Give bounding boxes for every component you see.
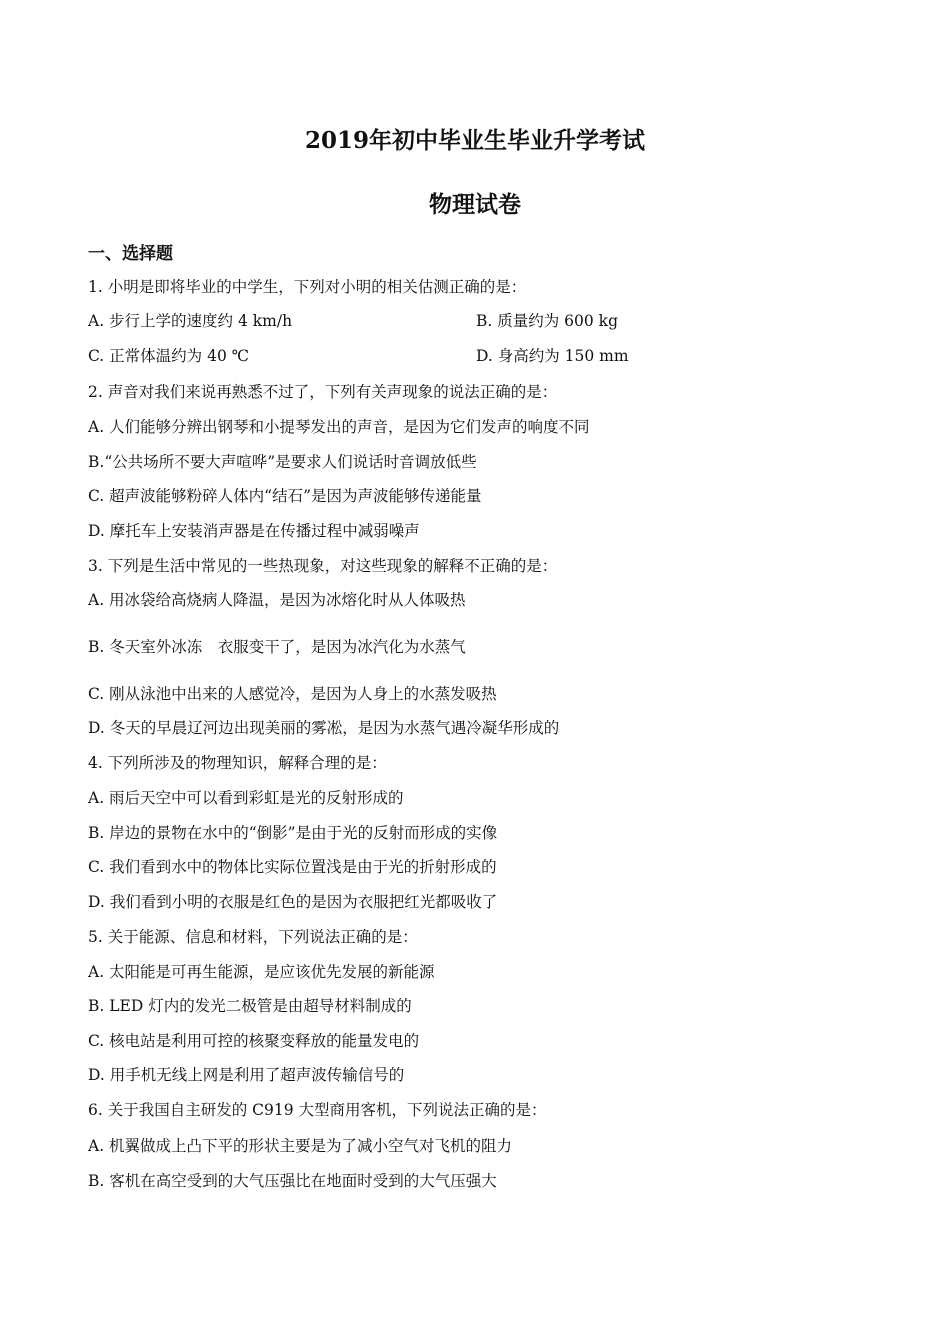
question-6-option-a: A. 机翼做成上凸下平的形状主要是为了减小空气对飞机的阻力 xyxy=(88,1137,513,1155)
question-1-option-d: D. 身高约为 150 mm xyxy=(476,347,629,365)
exam-title: 2019年初中毕业生毕业升学考试 xyxy=(304,127,645,154)
question-4-option-d: D. 我们看到小明的衣服是红色的是因为衣服把红光都吸收了 xyxy=(88,893,498,911)
question-3-option-d: D. 冬天的早晨辽河边出现美丽的雾凇，是因为水蒸气遇冷凝华形成的 xyxy=(88,719,560,737)
question-2-option-b: B.“公共场所不要大声喧哗”是要求人们说话时音调放低些 xyxy=(88,453,477,471)
section-heading: 一、选择题 xyxy=(88,244,173,264)
question-5-stem: 5. 关于能源、信息和材料，下列说法正确的是： xyxy=(88,928,418,946)
question-4-option-c: C. 我们看到水中的物体比实际位置浅是由于光的折射形成的 xyxy=(88,858,497,876)
exam-subtitle: 物理试卷 xyxy=(429,191,521,218)
question-5-option-d: D. 用手机无线上网是利用了超声波传输信号的 xyxy=(88,1066,405,1084)
question-1-stem: 1. 小明是即将毕业的中学生，下列对小明的相关估测正确的是： xyxy=(88,278,527,296)
question-5-option-b: B. LED 灯内的发光二极管是由超导材料制成的 xyxy=(88,997,412,1015)
question-3-option-a: A. 用冰袋给高烧病人降温，是因为冰熔化时从人体吸热 xyxy=(88,591,466,609)
question-4-option-a: A. 雨后天空中可以看到彩虹是光的反射形成的 xyxy=(88,789,404,807)
question-5-option-c: C. 核电站是利用可控的核聚变释放的能量发电的 xyxy=(88,1032,420,1050)
question-2-option-c: C. 超声波能够粉碎人体内“结石”是因为声波能够传递能量 xyxy=(88,487,482,505)
question-3-stem: 3. 下列是生活中常见的一些热现象，对这些现象的解释不正确的是： xyxy=(88,557,558,575)
question-4-stem: 4. 下列所涉及的物理知识，解释合理的是： xyxy=(88,754,387,772)
question-6-option-b: B. 客机在高空受到的大气压强比在地面时受到的大气压强大 xyxy=(88,1172,497,1190)
question-3-option-b: B. 冬天室外冰冻 衣服变干了，是因为冰汽化为水蒸气 xyxy=(88,638,466,656)
question-5-option-a: A. 太阳能是可再生能源，是应该优先发展的新能源 xyxy=(88,963,435,981)
question-3-option-c: C. 刚从泳池中出来的人感觉冷，是因为人身上的水蒸发吸热 xyxy=(88,685,497,703)
question-2-stem: 2. 声音对我们来说再熟悉不过了，下列有关声现象的说法正确的是： xyxy=(88,383,558,401)
question-1-option-b: B. 质量约为 600 kg xyxy=(476,312,618,330)
question-6-stem: 6. 关于我国自主研发的 C919 大型商用客机，下列说法正确的是： xyxy=(88,1101,547,1119)
question-2-option-a: A. 人们能够分辨出钢琴和小提琴发出的声音，是因为它们发声的响度不同 xyxy=(88,418,590,436)
question-2-option-d: D. 摩托车上安装消声器是在传播过程中减弱噪声 xyxy=(88,522,420,540)
question-1-option-c: C. 正常体温约为 40 ℃ xyxy=(88,347,250,365)
question-4-option-b: B. 岸边的景物在水中的“倒影”是由于光的反射而形成的实像 xyxy=(88,824,498,842)
question-1-option-a: A. 步行上学的速度约 4 km/h xyxy=(88,312,293,330)
